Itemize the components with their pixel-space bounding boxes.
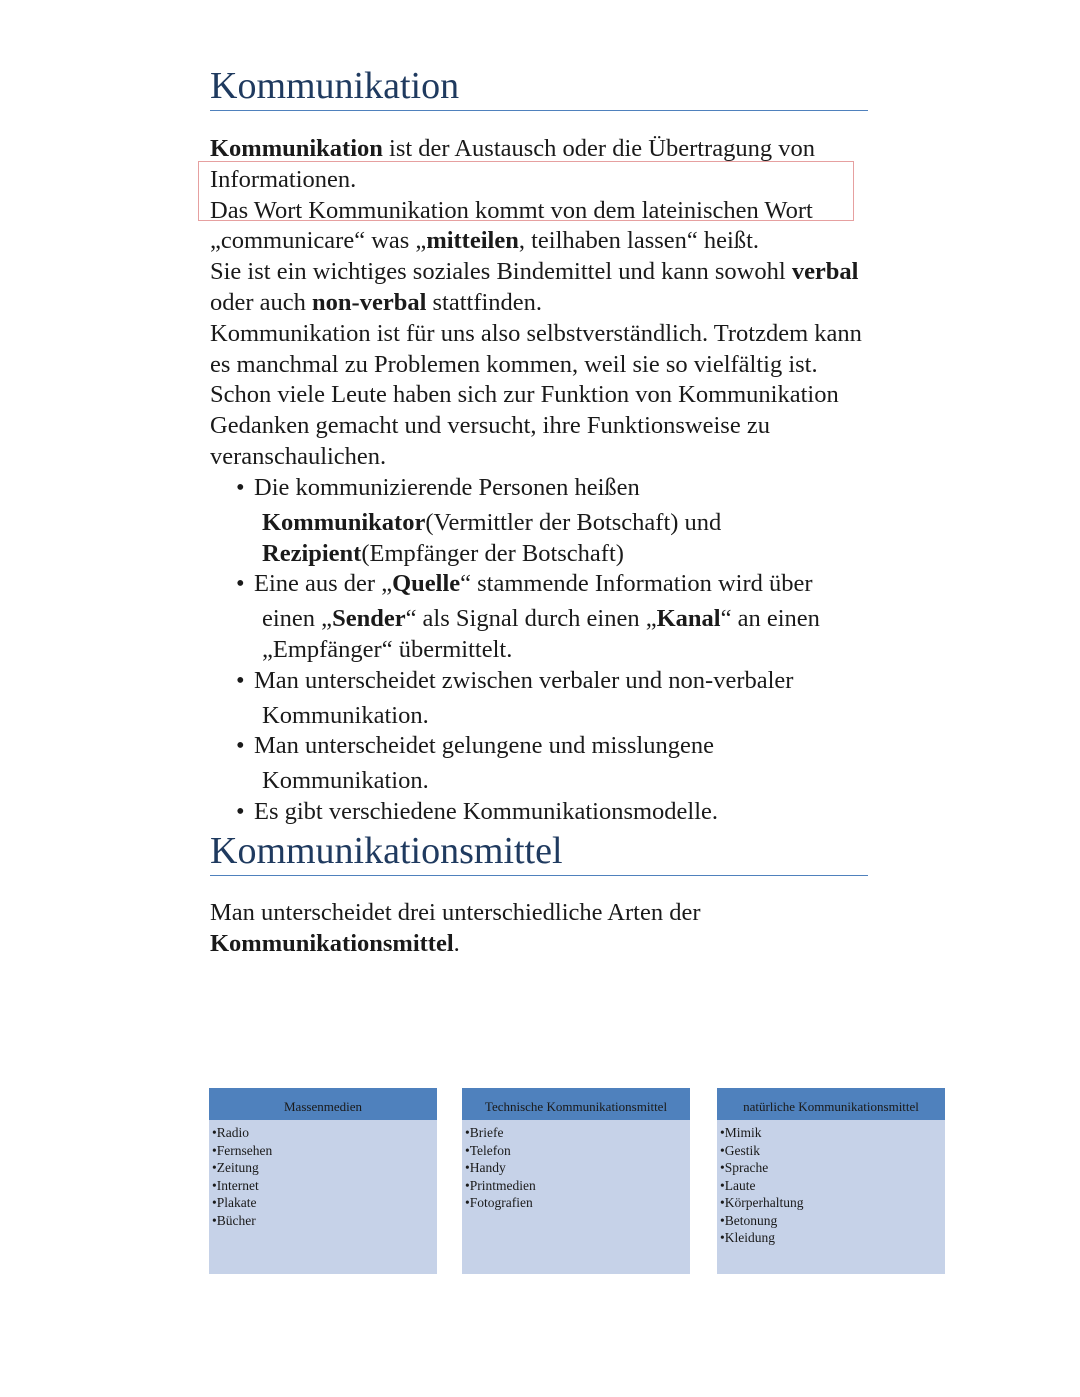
bold-term: Rezipient (262, 539, 362, 567)
bold-term: non-verbal (312, 288, 427, 316)
box-item: •Fotografien (465, 1195, 533, 1210)
text-run: oder auch (210, 288, 313, 316)
box-item: •Printmedien (465, 1177, 536, 1193)
box-item: •Internet (212, 1177, 259, 1193)
box-natuerliche-kommunikationsmittel (717, 1088, 945, 1274)
text-run: Es gibt verschiedene Kommunikationsmodelle. (254, 797, 719, 825)
text-run: (Vermittler der Botschaft) und (425, 508, 722, 536)
box-item: •Handy (465, 1160, 506, 1175)
text-run: Man unterscheidet gelungene und misslungene (254, 732, 714, 760)
box-item: •Laute (720, 1177, 756, 1193)
text-run: Sie ist ein wichtiges soziales Bindemittel und kann sowohl (210, 258, 792, 286)
bullet-dot: • (236, 732, 245, 760)
bullet-first-line (254, 569, 876, 600)
bold-term: Kommunikation (210, 135, 383, 162)
bullet-item (236, 797, 876, 828)
kommunikationsmittel-intro (210, 898, 870, 960)
text-run: “ an einen „Empfänger“ übermittelt. (262, 605, 820, 663)
box-item: •Radio (212, 1125, 249, 1140)
paragraph (210, 257, 870, 319)
text-run: Eine aus der „ (254, 570, 393, 598)
text-run: Kommunikation. (262, 767, 429, 795)
page-title: Kommunikation (210, 64, 868, 111)
box-item: •Plakate (212, 1195, 257, 1210)
text-run: Das Wort Kommunikation kommt von dem lateinischen Wort „communicare“ was „ (210, 196, 813, 255)
text-run: . (453, 929, 460, 957)
fact-bullet-list (236, 473, 876, 828)
bold-term: mitteilen (426, 227, 519, 255)
box-item: •Betonung (720, 1212, 778, 1228)
box-item: •Gestik (720, 1142, 760, 1158)
text-run: ist der Austausch oder die Übertragung von Informationen. (210, 135, 815, 193)
bullet-dot: • (236, 797, 245, 825)
paragraph (210, 898, 870, 960)
box-item: •Mimik (720, 1125, 762, 1140)
box-item: •Fernsehen (212, 1142, 273, 1158)
bullet-dot: • (236, 570, 245, 598)
text-run: Man unterscheidet drei unterschiedliche Arten der (210, 899, 701, 926)
text-run: einen „ (262, 605, 333, 633)
bullet-continuation (254, 508, 876, 570)
bold-term: Kommunikator (262, 508, 426, 536)
text-run: (Empfänger der Botschaft) (361, 539, 624, 567)
bullet-item (236, 473, 876, 569)
paragraph (210, 319, 870, 473)
bullet-first-line (254, 731, 876, 762)
bullet-item (236, 666, 876, 732)
paragraph (210, 196, 870, 258)
box-item: •Telefon (465, 1142, 511, 1158)
bold-term: Kommunikationsmittel (210, 929, 454, 957)
bullet-item (236, 731, 876, 797)
box-item-list (462, 1120, 690, 1212)
box-title: natürliche Kommunikationsmittel (717, 1088, 945, 1120)
text-run: Die kommunizierende Personen heißen (254, 474, 640, 501)
box-item: •Bücher (212, 1212, 256, 1228)
bullet-item (236, 569, 876, 665)
section-title-kommunikationsmittel: Kommunikationsmittel (210, 829, 868, 876)
box-massenmedien (209, 1088, 437, 1274)
bullet-continuation (254, 604, 876, 666)
box-technische-kommunikationsmittel (462, 1088, 690, 1274)
bullet-continuation (254, 701, 876, 732)
box-item: •Sprache (720, 1160, 769, 1175)
box-title: Massenmedien (209, 1088, 437, 1120)
bold-term: Kanal (656, 605, 721, 633)
box-title: Technische Kommunikationsmittel (462, 1088, 690, 1120)
box-item: •Körperhaltung (720, 1195, 804, 1210)
bullet-dot: • (236, 666, 245, 694)
bullet-dot: • (236, 474, 245, 501)
bold-term: verbal (791, 258, 859, 286)
box-item: •Kleidung (720, 1230, 775, 1245)
bullet-first-line (254, 473, 876, 504)
box-item-list (209, 1120, 437, 1229)
box-item-list (717, 1120, 945, 1247)
text-run: Kommunikation ist für uns also selbstverständlich. Trotzdem kann es manchmal zu Problemen kommen, weil sie so vielfältig ist. Schon viele Leute haben sich zur Funktion von Kommunikation Gedanken gemacht und versucht, ihre Funktionsweise zu veranschaulichen. (210, 319, 862, 470)
bold-term: Quelle (392, 570, 461, 598)
text-run: Kommunikation. (262, 701, 429, 729)
text-run: “ stammende Information wird über (460, 570, 813, 598)
bullet-first-line (254, 797, 876, 828)
box-item: •Zeitung (212, 1160, 259, 1175)
bullet-continuation (254, 766, 876, 797)
paragraph (210, 134, 870, 196)
box-item: •Briefe (465, 1125, 504, 1140)
text-run: stattfinden. (426, 288, 543, 316)
bold-term: Sender (332, 605, 406, 633)
text-run: , teilhaben lassen“ heißt. (518, 227, 759, 255)
text-run: “ als Signal durch einen „ (405, 605, 657, 633)
text-run: Man unterscheidet zwischen verbaler und non-verbaler (254, 666, 794, 694)
bullet-first-line (254, 666, 876, 697)
intro-paragraphs (210, 134, 870, 473)
